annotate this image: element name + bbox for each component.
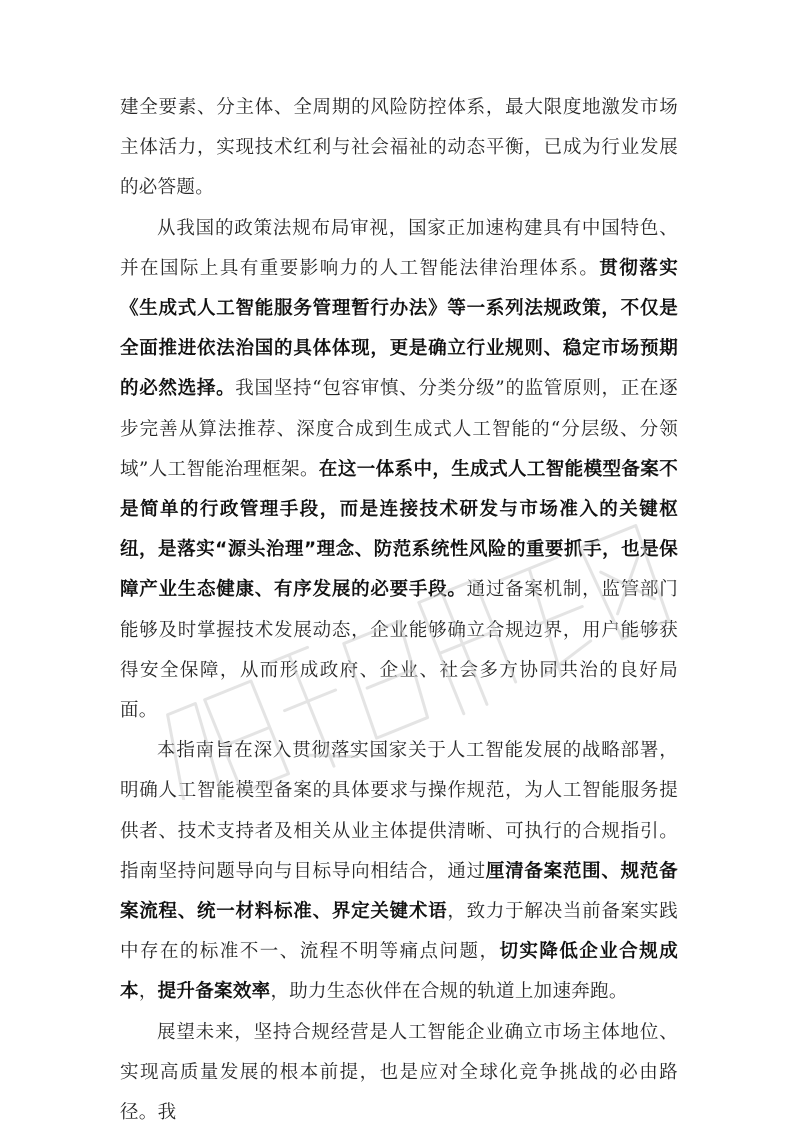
paragraph bbox=[120, 731, 678, 1012]
paragraph bbox=[120, 1013, 678, 1133]
text-run: 通过备案机制，监管部门能够及时掌握技术发展动态，企业能够确立合规边界，用户能够获得安全保障，从而形成政府、企业、社会多方协同共治的良好局面。 bbox=[120, 579, 678, 722]
text-run: ，致力于解决当前备案实践中存在的标准不一、流程不明等痛点问题， bbox=[120, 901, 678, 963]
paragraph bbox=[120, 88, 678, 209]
text-run: 展望未来，坚持合规经营是人工智能企业确立市场主体地位、实现高质量发展的根本前提，也是应对全球化竞争挑战的必由路径。我 bbox=[120, 1021, 678, 1124]
bold-text-run: 提升备案效率 bbox=[157, 981, 271, 1003]
text-run: ， bbox=[138, 981, 158, 1003]
bold-text-run: 贯彻落实《生成式人工智能服务管理暂行办法》等一系列法规政策，不仅是全面推进依法治国的具体体现，更是确立行业规则、稳定市场预期的必然选择。 bbox=[120, 257, 679, 400]
bold-text-run: 切实降低企业合规成本 bbox=[120, 941, 678, 1003]
document-body bbox=[120, 88, 678, 1133]
text-run: 建全要素、分主体、全周期的风险防控体系，最大限度地激发市场主体活力，实现技术红利与社会福祉的动态平衡，已成为行业发展的必答题。 bbox=[120, 97, 678, 199]
text-run: 我国坚持“包容审慎、分类分级”的监管原则，正在逐步完善从算法推荐、深度合成到生成式人工智能的“分层级、分领域”人工智能治理框架。 bbox=[120, 378, 678, 480]
text-run: 本指南旨在深入贯彻落实国家关于人工智能发展的战略部署，明确人工智能模型备案的具体要求与操作规范，为人工智能服务提供者、技术支持者及相关从业主体提供清晰、可执行的合规指引。指南坚持问题导向与目标导向相结合，通过 bbox=[120, 740, 678, 882]
paragraph bbox=[120, 209, 678, 732]
bold-text-run: 在这一体系中，生成式人工智能模型备案不是简单的行政管理手段，而是连接技术研发与市场准入的关键枢纽，是落实“源头治理”理念、防范系统性风险的重要抓手，也是保障产业生态健康、有序发展的必要手段。 bbox=[120, 458, 679, 601]
text-run: 从我国的政策法规布局审视，国家正加速构建具有中国特色、并在国际上具有重要影响力的人工智能法律治理体系。 bbox=[120, 217, 678, 279]
text-run: ，助力生态伙伴在合规的轨道上加速奔跑。 bbox=[270, 981, 628, 1003]
bold-text-run: 厘清备案范围、规范备案流程、统一材料标准、界定关键术语 bbox=[120, 860, 678, 923]
